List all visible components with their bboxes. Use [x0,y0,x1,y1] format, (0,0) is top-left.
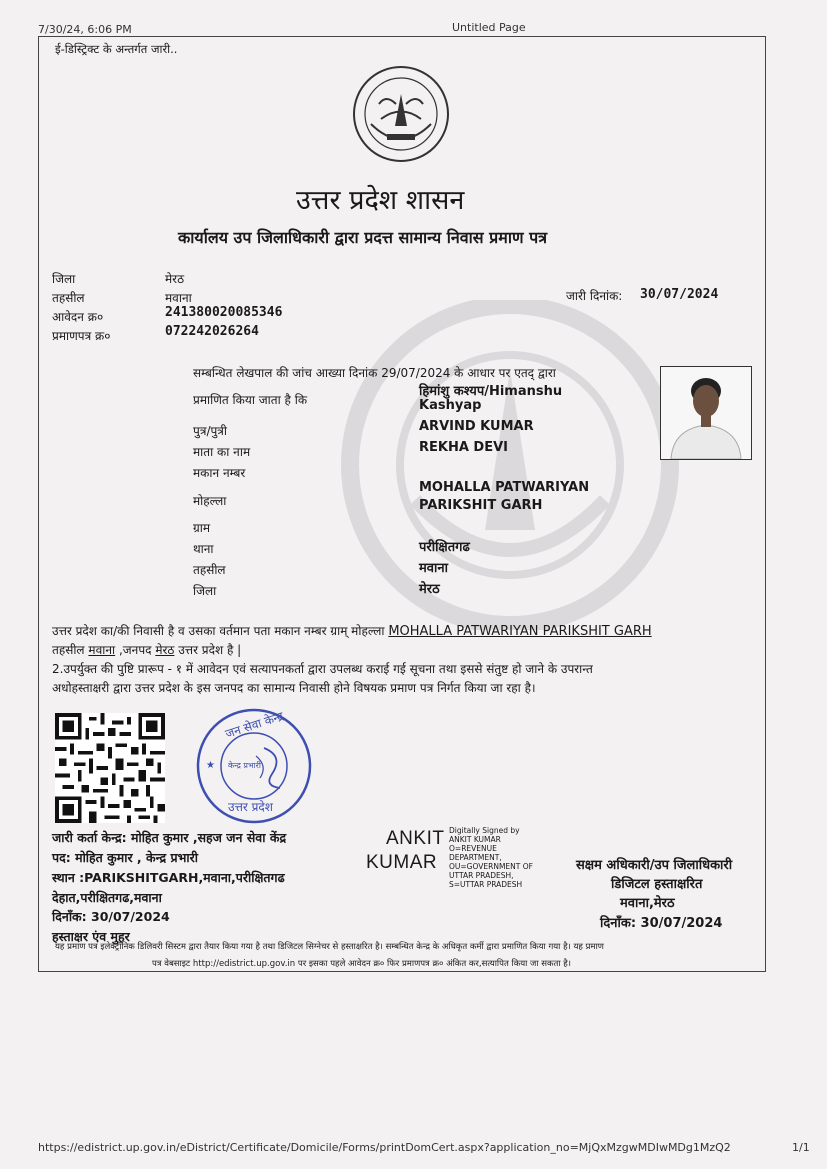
issuer-place-line2: देहात,परीक्षितगढ,मवाना [52,890,162,905]
watermark-emblem-icon [325,300,695,630]
authority-date: दिनाँक: 30/07/2024 [600,916,723,931]
tehsil-value: मवाना [165,291,192,305]
print-datetime: 7/30/24, 6:06 PM [38,23,132,36]
issuer-post: पद: मोहित कुमार , केन्द्र प्रभारी [52,850,198,865]
district-value: मेरठ [165,272,185,286]
applicant-name-line2: Kashyap [419,398,482,413]
details-tehsil-label: तहसील [193,563,226,577]
issue-date-value: 30/07/2024 [640,287,719,302]
application-number-value: 241380020085346 [165,305,283,320]
footer-disclaimer-line2: पत्र वेबसाइट http://edistrict.up.gov.in पर इसका पहले आवेदन क्र० फिर प्रमाणपत्र क्र० अंकित कर,सत्यापित किया जा सकता है। [152,959,572,969]
person-photo-icon [661,367,751,459]
issuer-date: दिनाँक: 30/07/2024 [52,909,170,924]
intro-text: सम्बन्धित लेखपाल की जांच आख्या दिनांक 29/07/2024 के आधार पर एतद् द्वारा [193,366,556,380]
residence-paragraph-line2 [52,641,241,658]
verification-paragraph-line1: 2.उपर्युक्त की पुष्टि प्रारूप - १ में आवेदन एवं सत्यापनकर्ता द्वारा उपलब्ध कराई गई सूचना तथा इससे संतुष्ट हो जाने के उपरान्त [52,662,593,676]
digital-sign-name-line2: KUMAR [366,852,438,873]
issuer-center: जारी कर्ता केन्द्र: मोहित कुमार ,सहज जन सेवा केंद्र [52,830,287,845]
issue-date-label: जारी दिनांक: [566,289,623,303]
mohalla-value-line1: MOHALLA PATWARIYAN [419,480,590,495]
father-value: ARVIND KUMAR [419,419,534,434]
mohalla-value-line2: PARIKSHIT GARH [419,498,543,513]
thana-value: परीक्षितगढ [419,540,470,555]
issuer-place-line1: स्थान :PARIKSHITGARH,मवाना,परीक्षितगढ [52,870,285,885]
print-url: https://edistrict.up.gov.in/eDistrict/Certificate/Domicile/Forms/printDomCert.aspx?application_no=MjQxMzgwMDIwMDg1MzQ2 [38,1141,731,1154]
verification-paragraph-line2: अधोहस्ताक्षरी द्वारा उत्तर प्रदेश के इस जनपद का सामान्य निवासी होने विषयक प्रमाण पत्र निर्गत किया जा रहा है। [52,681,536,695]
village-label: ग्राम [193,521,211,535]
applicant-photo [660,366,752,460]
up-government-emblem-icon [351,64,451,164]
applicant-name-line1: हिमांशु कश्यप/Himanshu [419,384,563,399]
svg-text:★: ★ [206,760,215,771]
thana-label: थाना [193,542,214,556]
print-page-title: Untitled Page [452,21,526,34]
authority-line2: डिजिटल हस्ताक्षरित [611,877,703,892]
father-label: पुत्र/पुत्री [193,424,228,438]
details-district-value: मेरठ [419,582,440,597]
qr-code-icon [55,713,165,823]
stamp-top-text: जन सेवा केन्द्र [223,708,286,741]
tehsil-label: तहसील [52,291,85,305]
stamp-middle-text: केन्द्र प्रभारी [228,761,261,770]
digital-sign-details: Digitally Signed by ANKIT KUMAR O=REVENUE DEPARTMENT, OU=GOVERNMENT OF UTTAR PRADESH, S=UTTAR PRADESH [449,826,533,889]
stamp-bottom-text: उत्तर प्रदेश [228,800,273,814]
residence-paragraph-line1 [52,622,652,639]
applicant-signature [700,458,750,466]
house-number-label: मकान नम्बर [193,466,246,480]
certificate-number-value: 072242026264 [165,324,259,339]
certified-label: प्रमाणित किया जाता है कि [193,393,308,407]
application-number-label: आवेदन क्र० [52,310,104,324]
certificate-subtitle: कार्यालय उप जिलाधिकारी द्वारा प्रदत्त सामान्य निवास प्रमाण पत्र [178,228,548,247]
certificate-title: उत्तर प्रदेश शासन [296,185,465,216]
authority-line1: सक्षम अधिकारी/उप जिलाधिकारी [576,858,733,873]
district-text: ,जनपद [115,643,156,657]
residence-district: मेरठ [155,643,175,657]
district-label: जिला [52,272,76,286]
jan-seva-kendra-stamp [194,706,314,826]
mother-label: माता का नाम [193,445,251,459]
issued-under-text: ई-डिस्ट्रिक्ट के अन्तर्गत जारी.. [55,42,178,56]
issuer-sign-seal: हस्ताक्षर एंव मुहर [52,929,130,944]
footer-disclaimer-line1: यह प्रमाण पत्र इलेक्ट्रॉनिक डिलिवरी सिस्टम द्वारा तैयार किया गया है तथा डिजिटल सिग्नेचर से हस्ताक्षरित है। सम्बन्धित केन्द्र के अधिकृत कर्मी द्वारा प्रमाणित किया गया है। यह प्रमाण [55,942,604,952]
residence-address: MOHALLA PATWARIYAN PARIKSHIT GARH [388,624,652,639]
mother-value: REKHA DEVI [419,440,509,455]
residence-tehsil: मवाना [88,643,116,657]
print-page-count: 1/1 [792,1141,810,1154]
tehsil-text: तहसील [52,643,89,657]
digital-sign-name-line1: ANKIT [386,828,445,849]
residence-text: उत्तर प्रदेश का/की निवासी है व उसका वर्तमान पता मकान नम्बर ग्राम् मोहल्ला [52,624,389,638]
details-tehsil-value: मवाना [419,561,448,576]
authority-line3: मवाना,मेरठ [620,896,675,911]
state-text: उत्तर प्रदेश है | [174,643,242,657]
certificate-number-label: प्रमाणपत्र क्र० [52,329,111,343]
details-district-label: जिला [193,584,217,598]
mohalla-label: मोहल्ला [193,494,227,508]
